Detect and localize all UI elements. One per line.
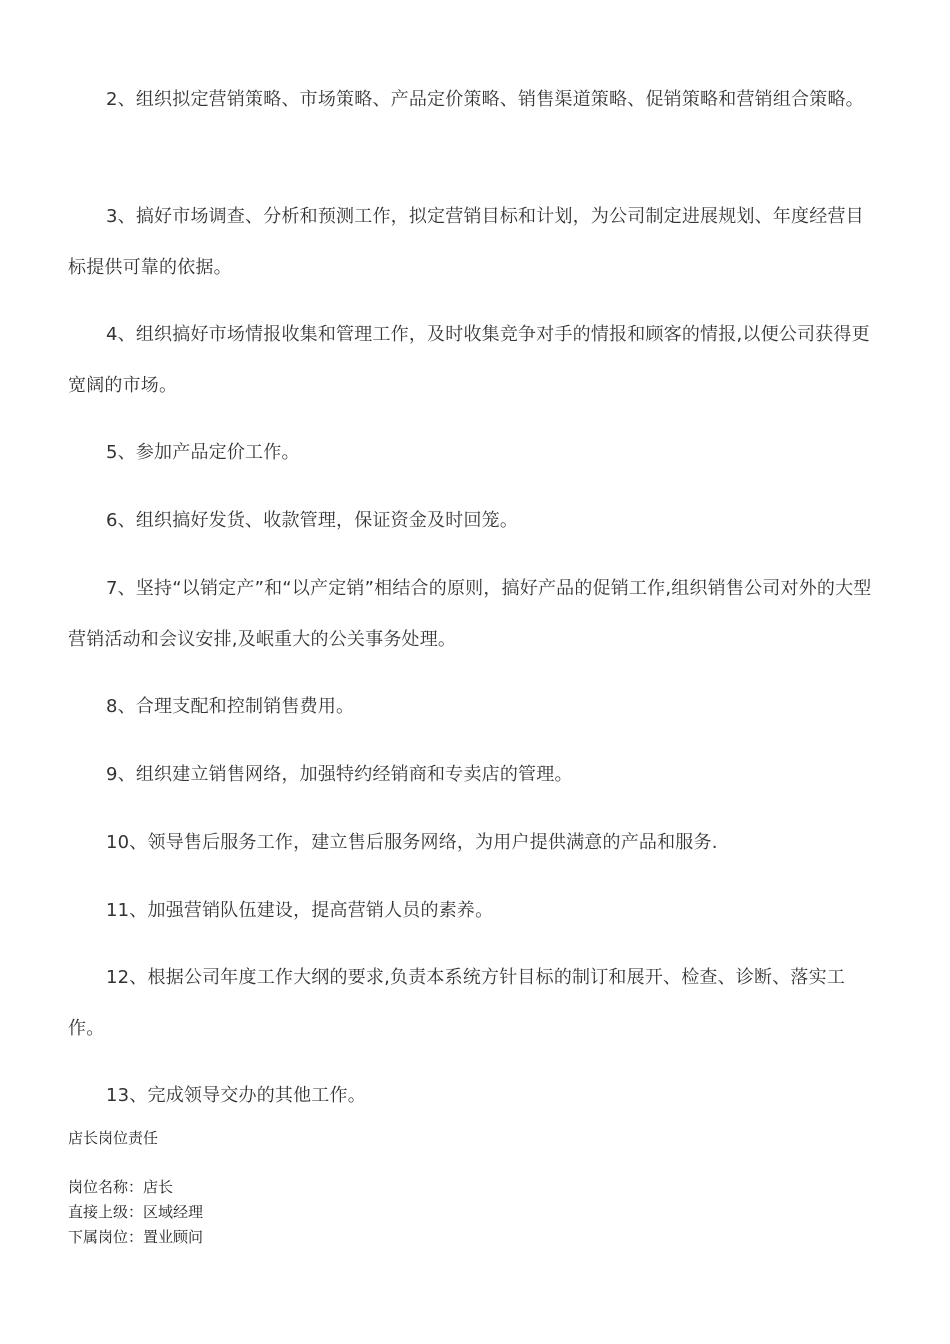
position-name-line: 岗位名称：店长 [68, 1178, 174, 1196]
paragraph-item-9: 9、组织建立销售网络，加强特约经销商和专卖店的管理。 [106, 764, 573, 785]
paragraph-item-10: 10、领导售后服务工作，建立售后服务网络，为用户提供满意的产品和服务. [106, 832, 718, 853]
paragraph-item-8: 8、合理支配和控制销售费用。 [106, 696, 355, 717]
paragraph-item-12: 12、根据公司年度工作大纲的要求,负责本系统方针目标的制订和展开、检查、诊断、落实工作。 [68, 967, 846, 1039]
paragraph-item-7: 7、坚持“以销定产”和“以产定销”相结合的原则，搞好产品的促销工作,组织销售公司对外的大型营销活动和会议安排,及岷重大的公关事务处理。 [68, 578, 872, 650]
paragraph-item-4: 4、组织搞好市场情报收集和管理工作，及时收集竞争对手的情报和顾客的情报,以便公司获得更宽阔的市场。 [68, 324, 870, 396]
paragraph-item-2: 2、组织拟定营销策略、市场策略、产品定价策略、销售渠道策略、促销策略和营销组合策略。 [106, 89, 864, 110]
subordinate-positions-line: 下属岗位：置业顾问 [68, 1228, 204, 1246]
direct-superior-line: 直接上级：区域经理 [68, 1203, 204, 1221]
section-title: 店长岗位责任 [68, 1129, 159, 1147]
paragraph-item-13: 13、完成领导交办的其他工作。 [106, 1085, 366, 1106]
paragraph-item-3: 3、搞好市场调查、分析和预测工作，拟定营销目标和计划，为公司制定进展规划、年度经营目标提供可靠的依据。 [68, 206, 864, 278]
paragraph-item-6: 6、组织搞好发货、收款管理，保证资金及时回笼。 [106, 510, 519, 531]
paragraph-item-5: 5、参加产品定价工作。 [106, 442, 300, 463]
paragraph-item-11: 11、加强营销队伍建设，提高营销人员的素养。 [106, 900, 494, 921]
